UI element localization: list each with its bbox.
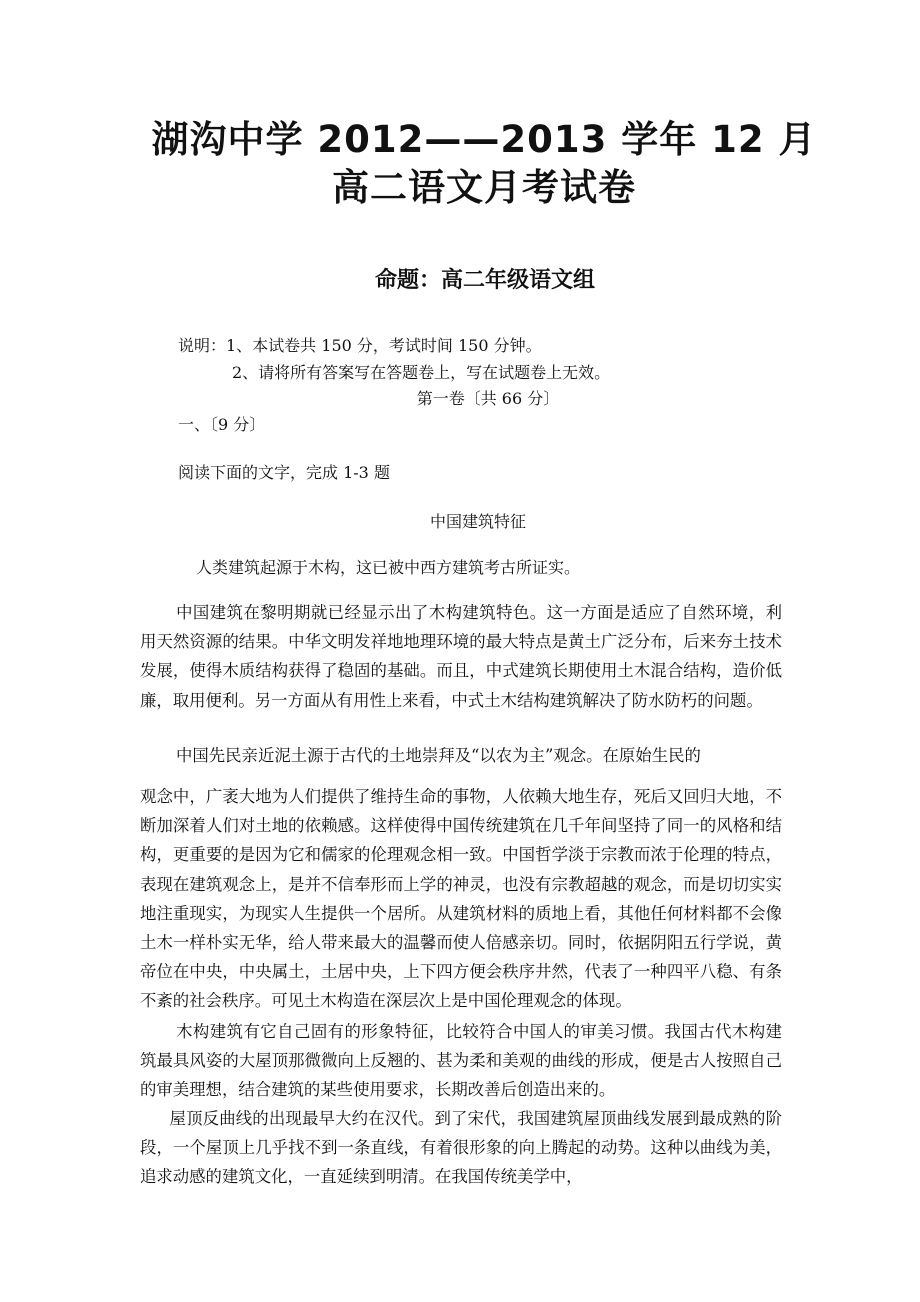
section-label: 一、〔9 分〕 (178, 415, 266, 434)
note-1: 说明：1、本试卷共 150 分，考试时间 150 分钟。 (178, 336, 542, 355)
note-2: 2、请将所有答案写在答题卷上，写在试题卷上无效。 (232, 363, 611, 382)
paragraph-text: 木构建筑有它自己固有的形象特征，比较符合中国人的审美习惯。我国古代木构建筑最具风姿的大屋顶那微微向上反翘的、甚为柔和美观的曲线的形成，便是古人按照自己的审美理想，结合建筑的某些使用要求，长期改善后创造出来的。 (140, 1022, 782, 1100)
paragraph-text: 中国建筑在黎明期就已经显示出了木构建筑特色。这一方面是适应了自然环境，利用天然资源的结果。中华文明发祥地地理环境的最大特点是黄土广泛分布，后来夯土技术发展，使得木质结构获得了稳固的基础。而且，中式建筑长期使用土木混合结构，造价低廉，取用便利。另一方面从有用性上来看，中式土木结构建筑解决了防水防朽的问题。 (140, 603, 782, 710)
exam-title-line1: 湖沟中学 2012——2013 学年 12 月 (151, 118, 817, 161)
passage-paragraph-4 (140, 1104, 782, 1192)
passage-lead: 人类建筑起源于木构，这已被中西方建筑考古所证实。 (196, 558, 581, 577)
passage-paragraph-3 (140, 1017, 782, 1105)
passage-paragraph-1 (140, 598, 782, 715)
passage-paragraph-2-first-line: 中国先民亲近泥土源于古代的土地崇拜及“以农为主”观念。在原始生民的 (176, 746, 701, 765)
section-instruction: 阅读下面的文字，完成 1-3 题 (178, 463, 390, 482)
paragraph-text: 观念中，广袤大地为人们提供了维持生命的事物，人依赖大地生存，死后又回归大地，不断加深着人们对土地的依赖感。这样使得中国传统建筑在几千年间坚持了同一的风格和结构，更重要的是因为它和儒家的伦理观念相一致。中国哲学淡于宗教而浓于伦理的特点，表现在建筑观念上，是并不信奉形而上学的神灵，也没有宗教超越的观念，而是切切实实地注重现实，为现实人生提供一个居所。从建筑材料的质地上看，其他任何材料都不会像土木一样朴实无华，给人带来最大的温馨而使人倍感亲切。同时，依据阴阳五行学说，黄帝位在中央，中央属土，土居中央，上下四方便会秩序井然，代表了一种四平八稳、有条不紊的社会秩序。可见土木构造在深层次上是中国伦理观念的体现。 (140, 787, 782, 1011)
exam-title-line2: 高二语文月考试卷 (332, 166, 636, 209)
part-heading: 第一卷〔共 66 分〕 (416, 389, 560, 408)
exam-author: 命题：高二年级语文组 (374, 268, 595, 293)
passage-paragraph-2 (140, 782, 782, 1016)
paragraph-text: 屋顶反曲线的出现最早大约在汉代。到了宋代，我国建筑屋顶曲线发展到最成熟的阶段，一个屋顶上几乎找不到一条直线，有着很形象的向上腾起的动势。这种以曲线为美，追求动感的建筑文化，一直延续到明清。在我国传统美学中， (140, 1109, 782, 1187)
passage-title: 中国建筑特征 (429, 512, 526, 531)
